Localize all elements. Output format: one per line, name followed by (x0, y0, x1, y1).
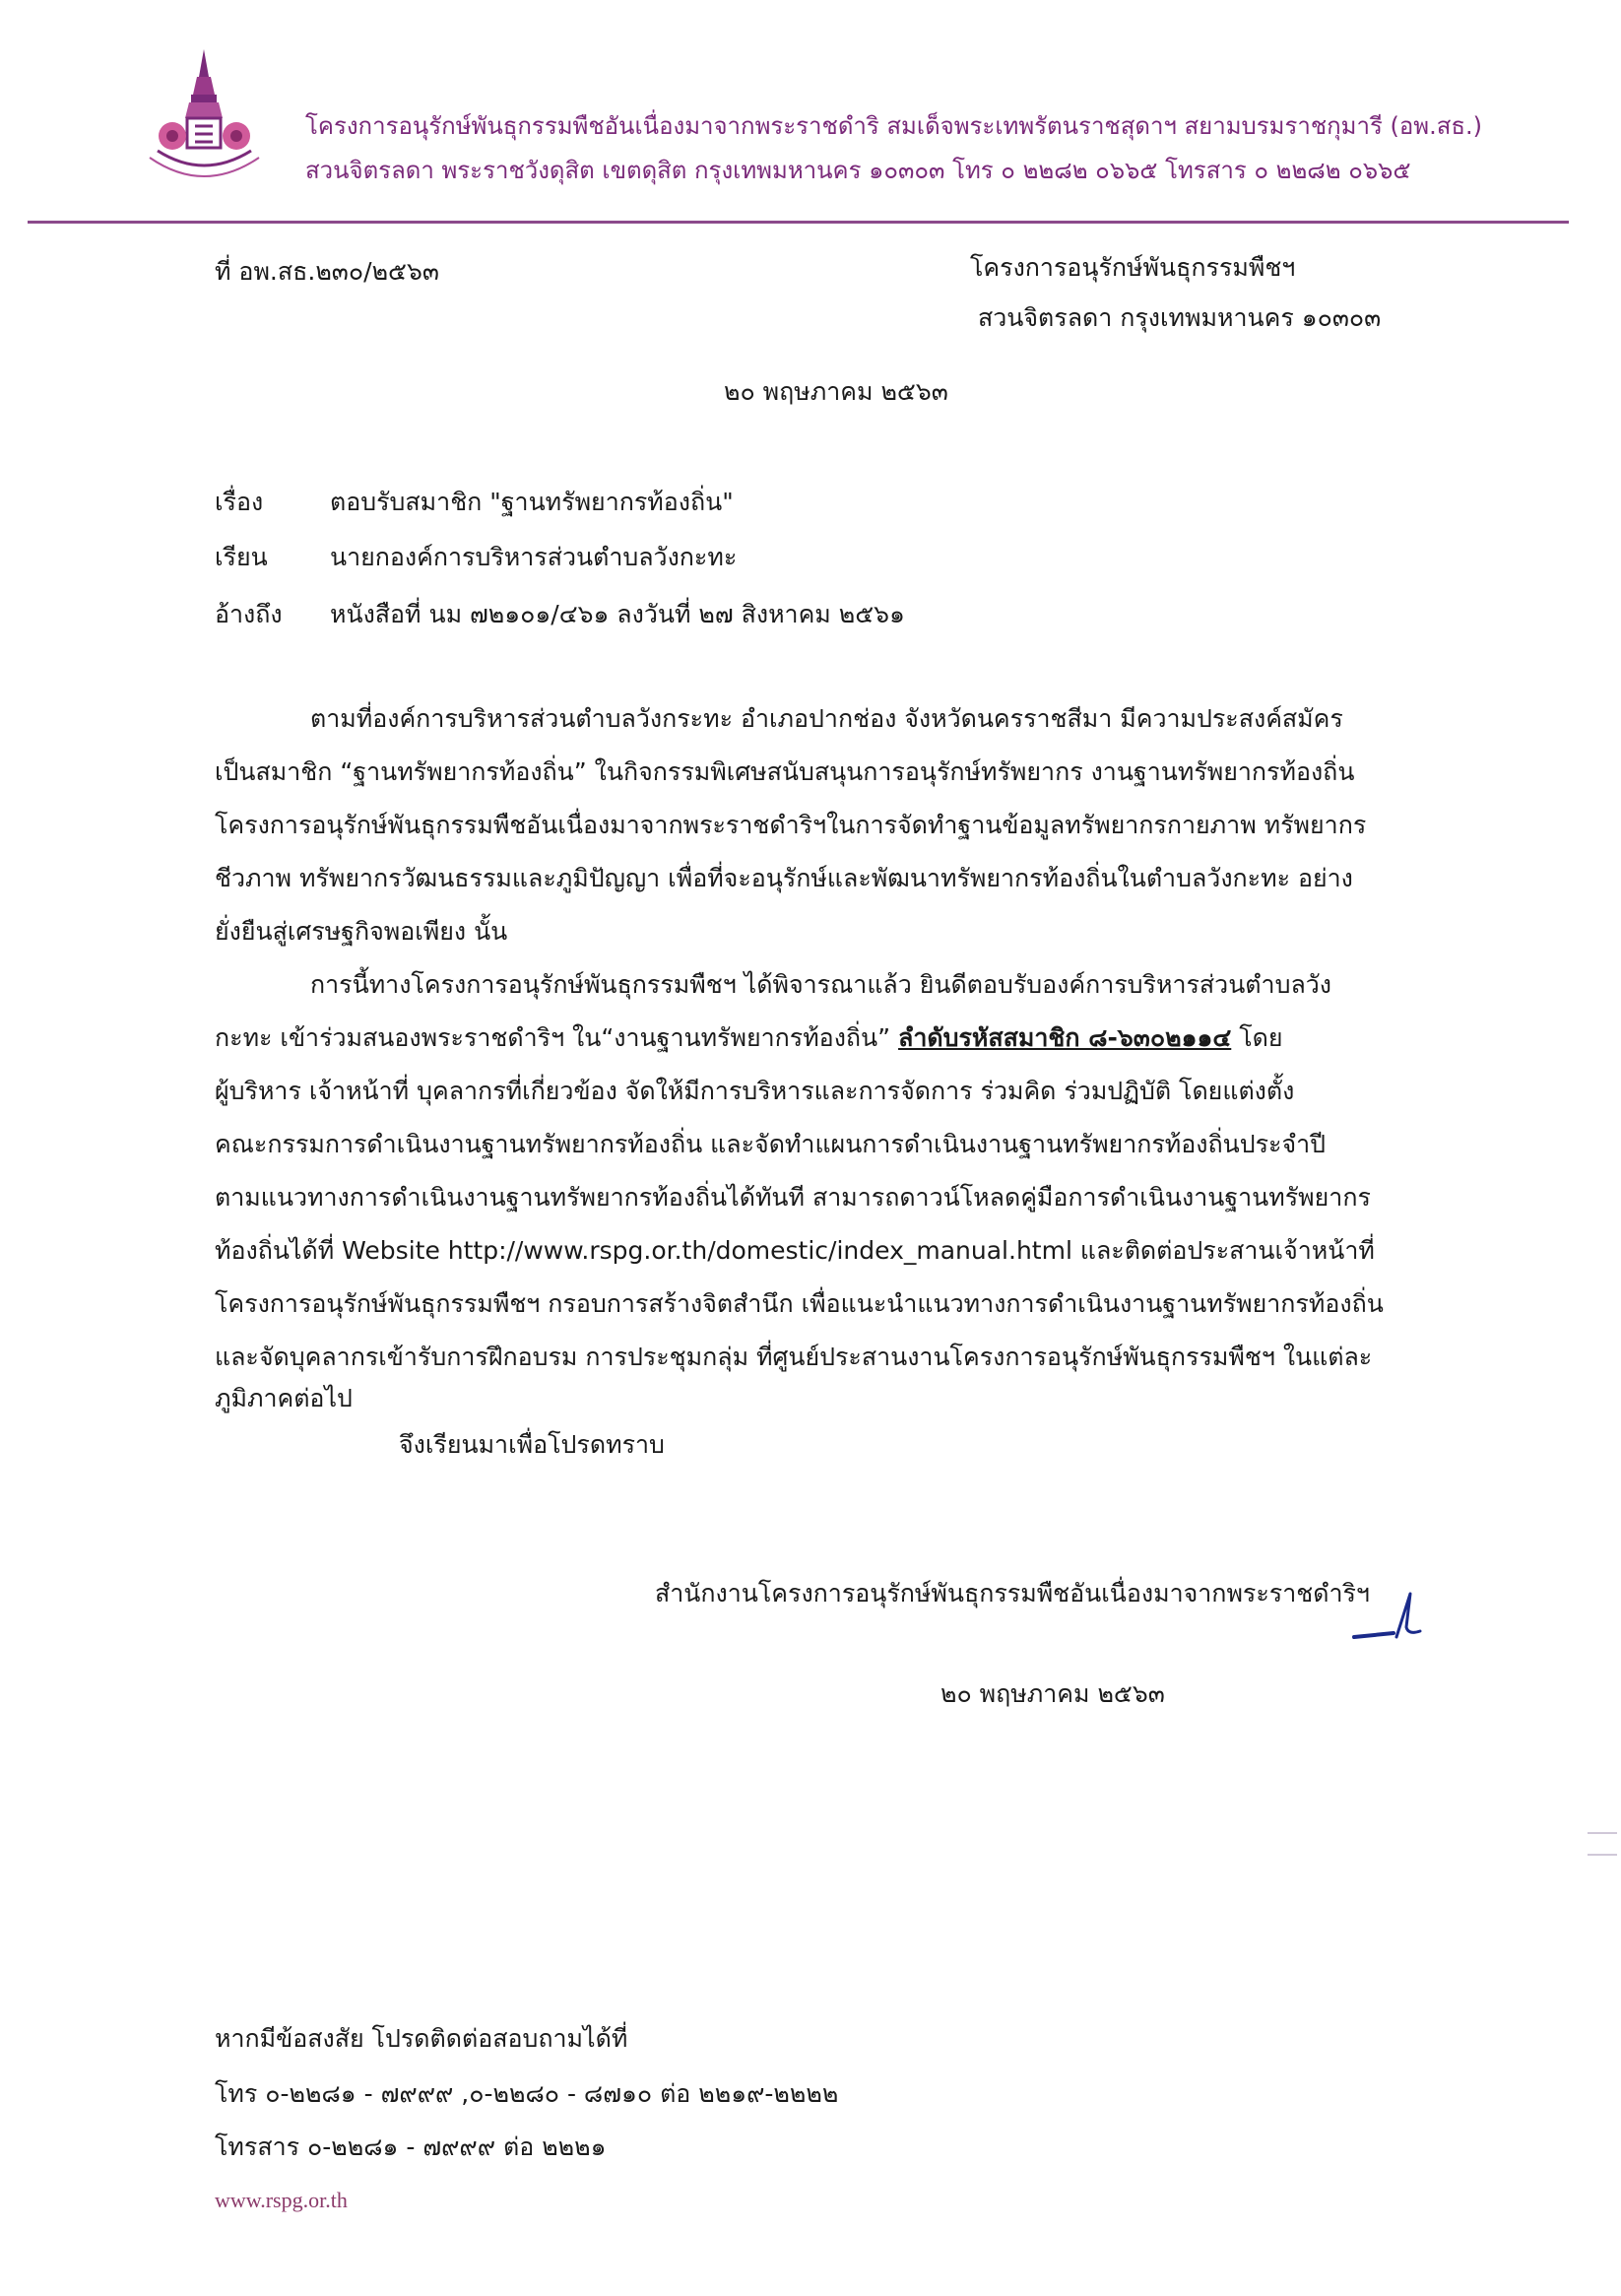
reference-label: อ้างถึง (215, 600, 283, 628)
contact-fax: โทรสาร ๐-๒๒๘๑ - ๗๙๙๙ ต่อ ๒๒๒๑ (215, 2132, 607, 2161)
letter-date: ๒๐ พฤษภาคม ๒๕๖๓ (724, 377, 948, 406)
contact-intro: หากมีข้อสงสัย โปรดติดต่อสอบถามได้ที่ (215, 2024, 628, 2053)
scan-edge-mark (1588, 1832, 1617, 1834)
paragraph-2-line (215, 1018, 1283, 1058)
paragraph-1-line: ชีวภาพ ทรัพยากรวัฒนธรรมและภูมิปัญญา เพื่อที่จะอนุรักษ์และพัฒนาทรัพยากรท้องถิ่นในตำบลวังกะทะ อย่าง (215, 864, 1353, 892)
paragraph-2-text: กะทะ เข้าร่วมสนองพระราชดำริฯ ใน“งานฐานทรัพยากรท้องถิ่น” (215, 1023, 899, 1052)
paragraph-2-line: ตามแนวทางการดำเนินงานฐานทรัพยากรท้องถิ่นได้ทันที สามารถดาวน์โหลดคู่มือการดำเนินงานฐานทรัพยากร (215, 1183, 1371, 1212)
paragraph-2-line: และจัดบุคลากรเข้ารับการฝึกอบรม การประชุมกลุ่ม ที่ศูนย์ประสานงานโครงการอนุรักษ์พันธุกรรมพืชฯ ในแต่ละ (215, 1343, 1373, 1371)
recipient-value: นายกองค์การบริหารส่วนตำบลวังกะทะ (330, 543, 738, 571)
handwritten-signature (1349, 1576, 1438, 1645)
reference-number: ที่ อพ.สธ.๒๓๐/๒๕๖๓ (215, 257, 439, 286)
recipient-label: เรียน (215, 543, 268, 571)
letterhead-address: สวนจิตรลดา พระราชวังดุสิต เขตดุสิต กรุงเทพมหานคร ๑๐๓๐๓ โทร ๐ ๒๒๘๒ ๐๖๖๕ โทรสาร ๐ ๒๒๘๒ ๐๖๖๕ (305, 157, 1411, 184)
paragraph-2-line: โครงการอนุรักษ์พันธุกรรมพืชฯ กรอบการสร้างจิตสำนึก เพื่อแนะนำแนวทางการดำเนินงานฐานทรัพยากรท้องถิ่น (215, 1289, 1384, 1318)
contact-phone: โทร ๐-๒๒๘๑ - ๗๙๙๙ ,๐-๒๒๘๐ - ๘๗๑๐ ต่อ ๒๒๑๙-๒๒๒๒ (215, 2079, 839, 2108)
paragraph-2-line: ผู้บริหาร เจ้าหน้าที่ บุคลากรที่เกี่ยวข้อง จัดให้มีการบริหารและการจัดการ ร่วมคิด ร่วมปฏิบัติ โดยแต่งตั้ง (215, 1077, 1295, 1105)
signature-date: ๒๐ พฤษภาคม ๒๕๖๓ (940, 1679, 1165, 1708)
paragraph-2-line: ท้องถิ่นได้ที่ Website http://www.rspg.or.th/domestic/index_manual.html และติดต่อประสานเจ้าหน้าที่ (215, 1236, 1375, 1265)
member-code: ลำดับรหัสสมาชิก ๘-๖๓๐๒๑๑๔ (898, 1023, 1232, 1052)
paragraph-2-line: ภูมิภาคต่อไป (215, 1384, 353, 1412)
sender-name: โครงการอนุรักษ์พันธุกรรมพืชฯ (970, 253, 1296, 282)
paragraph-1-line: ยั่งยืนสู่เศรษฐกิจพอเพียง นั้น (215, 917, 508, 946)
scan-edge-mark (1588, 1854, 1617, 1856)
paragraph-2-line: การนี้ทางโครงการอนุรักษ์พันธุกรรมพืชฯ ได้พิจารณาแล้ว ยินดีตอบรับองค์การบริหารส่วนตำบลวัง (310, 970, 1332, 999)
sender-address: สวนจิตรลดา กรุงเทพมหานคร ๑๐๓๐๓ (978, 303, 1382, 332)
letterhead-title: โครงการอนุรักษ์พันธุกรรมพืชอันเนื่องมาจากพระราชดำริ สมเด็จพระเทพรัตนราชสุดาฯ สยามบรมราชกุมารี (อพ.สธ.) (305, 112, 1482, 140)
reference-value: หนังสือที่ นม ๗๒๑๐๑/๔๖๑ ลงวันที่ ๒๗ สิงหาคม ๒๕๖๑ (330, 600, 905, 628)
paragraph-2-line: คณะกรรมการดำเนินงานฐานทรัพยากรท้องถิ่น และจัดทำแผนการดำเนินงานฐานทรัพยากรท้องถิ่นประจำปี (215, 1130, 1327, 1158)
paragraph-1-line: เป็นสมาชิก “ฐานทรัพยากรท้องถิ่น” ในกิจกรรมพิเศษสนับสนุนการอนุรักษ์ทรัพยากร งานฐานทรัพยากรท้องถิ่น (215, 757, 1355, 786)
header-divider (28, 221, 1569, 224)
paragraph-2-text: โดย (1231, 1023, 1283, 1052)
signature-organization: สำนักงานโครงการอนุรักษ์พันธุกรรมพืชอันเนื่องมาจากพระราชดำริฯ (655, 1579, 1370, 1607)
paragraph-1-line: ตามที่องค์การบริหารส่วนตำบลวังกระทะ อำเภอปากช่อง จังหวัดนครราชสีมา มีความประสงค์สมัคร (310, 704, 1343, 733)
rspg-emblem-logo (138, 47, 271, 190)
website-link[interactable]: www.rspg.or.th (215, 2188, 348, 2212)
closing-statement: จึงเรียนมาเพื่อโปรดทราบ (399, 1430, 665, 1459)
paragraph-1-line: โครงการอนุรักษ์พันธุกรรมพืชอันเนื่องมาจากพระราชดำริฯในการจัดทำฐานข้อมูลทรัพยากรกายภาพ ทรัพยากร (215, 811, 1367, 839)
subject-value: ตอบรับสมาชิก "ฐานทรัพยากรท้องถิ่น" (330, 488, 734, 516)
subject-label: เรื่อง (215, 488, 264, 516)
